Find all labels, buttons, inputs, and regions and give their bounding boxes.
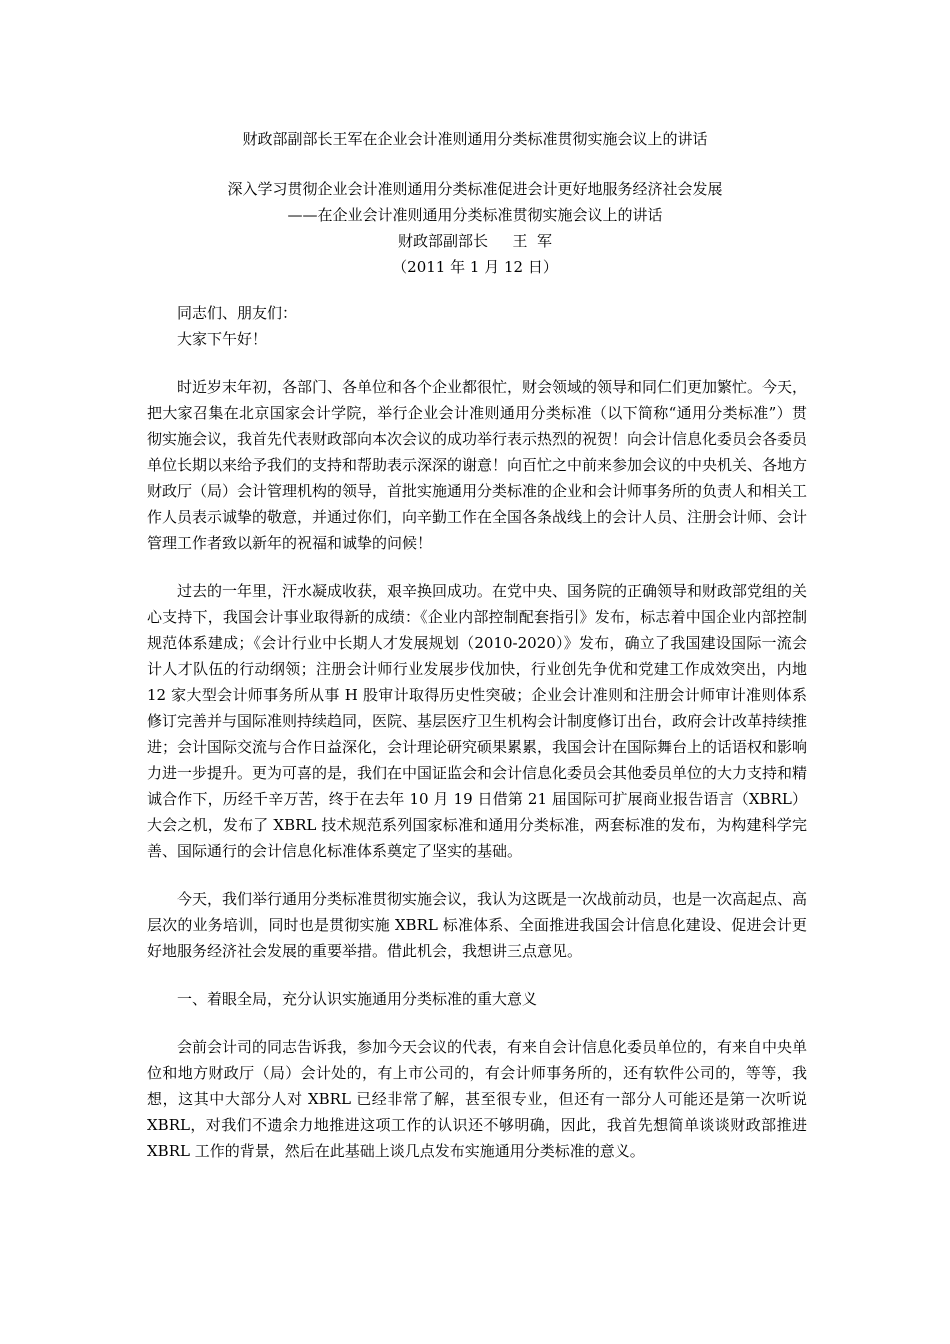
greeting: 同志们、朋友们： [177,304,298,322]
speech-date: （2011 年 1 月 12 日） [392,258,558,276]
speech-main-title: 深入学习贯彻企业会计准则通用分类标准促进会计更好地服务经济社会发展 [227,180,723,198]
paragraph-background: 会前会计司的同志告诉我，参加今天会议的代表，有来自会计信息化委员单位的，有来自中央单位和地方财政厅（局）会计处的，有上市公司的，有会计师事务所的，还有软件公司的，等等，我想，这其中大部分人对 XBRL 已经非常了解，甚至很专业，但还有一部分人可能还是第一次听说 XBRL，对我们不遗余力地推进这项工作的认识还不够明确，因此，我首先想简单谈谈财政部推进 XBRL 工作的背景，然后在此基础上谈几点发布实施通用分类标准的意义。 [147,1038,808,1160]
document-title: 财政部副部长王军在企业会计准则通用分类标准贯彻实施会议上的讲话 [242,130,708,148]
paragraph-opening: 时近岁末年初，各部门、各单位和各个企业都很忙，财会领域的领导和同仁们更加繁忙。今天，把大家召集在北京国家会计学院，举行企业会计准则通用分类标准（以下简称“通用分类标准”）贯彻实施会议，我首先代表财政部向本次会议的成功举行表示热烈的祝贺！向会计信息化委员会各委员单位长期以来给予我们的支持和帮助表示深深的谢意！向百忙之中前来参加会议的中央机关、各地方财政厅（局）会计管理机构的领导，首批实施通用分类标准的企业和会计师事务所的负责人和相关工作人员表示诚挚的敬意，并通过你们，向辛勤工作在全国各条战线上的会计人员、注册会计师、会计管理工作者致以新年的祝福和诚挚的问候！ [147,378,808,552]
paragraph-achievements: 过去的一年里，汗水凝成收获，艰辛换回成功。在党中央、国务院的正确领导和财政部党组的关心支持下，我国会计事业取得新的成绩：《企业内部控制配套指引》发布，标志着中国企业内部控制规范体系建成；《会计行业中长期人才发展规划（2010-2020）》发布，确立了我国建设国际一流会计人才队伍的行动纲领；注册会计师行业发展步伐加快，行业创先争优和党建工作成效突出，内地 12 家大型会计师事务所从事 H 股审计取得历史性突破；企业会计准则和注册会计师审计准则体系修订完善并与国际准则持续趋同，医院、基层医疗卫生机构会计制度修订出台，政府会计改革持续推进；会计国际交流与合作日益深化，会计理论研究硕果累累，我国会计在国际舞台上的话语权和影响力进一步提升。更为可喜的是，我们在中国证监会和会计信息化委员会其他委员单位的大力支持和精诚合作下，历经千辛万苦，终于在去年 10 月 19 日借第 21 届国际可扩展商业报告语言（XBRL）大会之机，发布了 XBRL 技术规范系列国家标准和通用分类标准，两套标准的发布，为构建科学完善、国际通行的会计信息化标准体系奠定了坚实的基础。 [147,582,808,860]
section-heading-1: 一、着眼全局，充分认识实施通用分类标准的重大意义 [177,990,538,1008]
speech-heading [0,176,950,280]
speaker-line: 财政部副部长 王 军 [397,232,553,250]
paragraph-meeting-purpose: 今天，我们举行通用分类标准贯彻实施会议，我认为这既是一次战前动员，也是一次高起点、高层次的业务培训，同时也是贯彻实施 XBRL 标准体系、全面推进我国会计信息化建设、促进会计更好地服务经济社会发展的重要举措。借此机会，我想讲三点意见。 [147,890,808,960]
salutation: 大家下午好！ [177,330,268,348]
speech-body [147,300,807,1164]
speech-subtitle: ——在企业会计准则通用分类标准贯彻实施会议上的讲话 [287,206,663,224]
